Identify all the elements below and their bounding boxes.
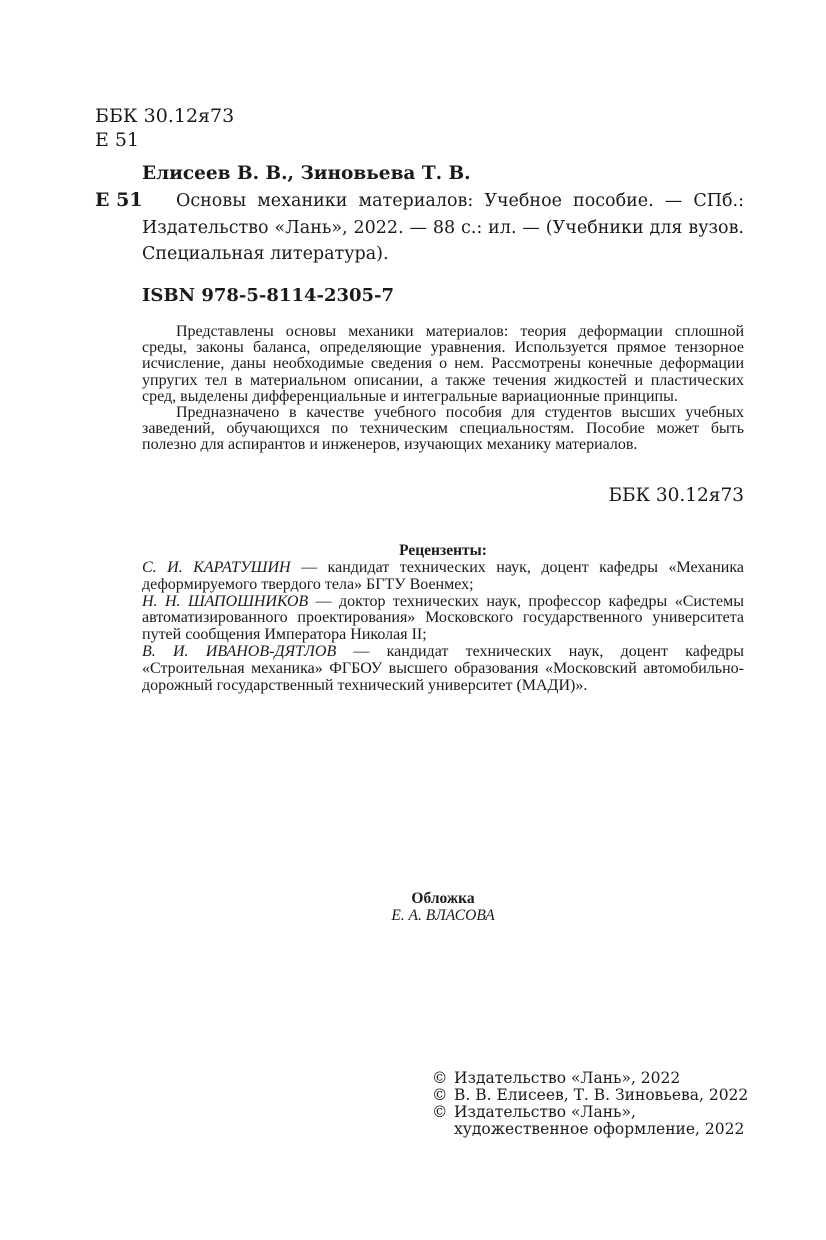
reviewers-title: Рецензенты: <box>399 542 487 559</box>
author-index: Е 51 <box>95 129 140 151</box>
bbk-code-bottom: ББК 30.12я73 <box>608 485 744 506</box>
copyright-icon: © <box>432 1069 448 1087</box>
abstract-paragraph: Предназначено в качестве учебного пособия для студентов высших учебных заведений, обучающихся по техническим специальностям. Пособие может быть полезно для аспирантов и инженеров, изучающих механику материалов. <box>142 404 744 454</box>
authors: Елисеев В. В., Зиновьева Т. В. <box>142 163 471 184</box>
bibliographic-description: Основы механики материалов: Учебное пособие. — СПб.: Издательство «Лань», 2022. — 88 с.: ил. — (Учебники для вузов. Специальная литература). <box>142 191 744 264</box>
reviewer-name: Н. Н. ШАПОШНИКОВ <box>142 592 309 610</box>
reviewer-name: С. И. КАРАТУШИН <box>142 559 291 576</box>
copyright-icon: © <box>432 1103 448 1121</box>
reviewer-entry <box>142 594 744 644</box>
reviewer-entry <box>142 560 744 594</box>
reviewer-details: — доктор технических наук, профессор кафедры «Системы автоматизированного проектирования» Московского государственного университета путей сообщения Императора Николая II; <box>142 592 745 644</box>
copyright-block <box>432 1070 752 1138</box>
copyright-text: В. В. Елисеев, Т. В. Зиновьева, 2022 <box>454 1086 749 1104</box>
isbn: ISBN 978-5-8114-2305-7 <box>142 285 395 306</box>
copyright-line <box>432 1104 752 1138</box>
abstract-paragraph: Представлены основы механики материалов: теория деформации сплошной среды, законы баланса, определяющие уравнения. Используется прямое тензорное исчисление, даны необходимые сведения о нем. Рассмотрены конечные деформации упругих тел в материальном описании, а также течения жидкостей и пластических сред, выделены дифференциальные и интегральные вариационные принципы. <box>142 323 744 405</box>
reviewer-entry <box>142 644 744 694</box>
reviewer-details: — кандидат технических наук, доцент кафедры «Механика деформируемого твердого тела» БГТУ Военмех; <box>142 559 745 593</box>
copyright-icon: © <box>432 1086 448 1104</box>
reviewers-list <box>142 560 744 694</box>
copyright-text: Издательство «Лань», 2022 <box>454 1069 681 1087</box>
author-index-bold: Е 51 <box>95 189 143 211</box>
cover-title: Обложка <box>411 890 475 907</box>
cover-designer: Е. А. ВЛАСОВА <box>391 907 495 924</box>
bbk-code: ББК 30.12я73 <box>95 105 235 127</box>
reviewer-details: — кандидат технических наук, доцент кафедры «Строительная механика» ФГБОУ высшего образования «Московский автомобильно-дорожный государственный технический университет (МАДИ)». <box>142 642 744 694</box>
copyright-line <box>432 1070 752 1087</box>
copyright-text: Издательство «Лань», художественное оформление, 2022 <box>454 1103 745 1138</box>
reviewer-name: В. И. ИВАНОВ-ДЯТЛОВ <box>142 642 337 660</box>
abstract <box>142 324 744 454</box>
copyright-line <box>432 1087 752 1104</box>
